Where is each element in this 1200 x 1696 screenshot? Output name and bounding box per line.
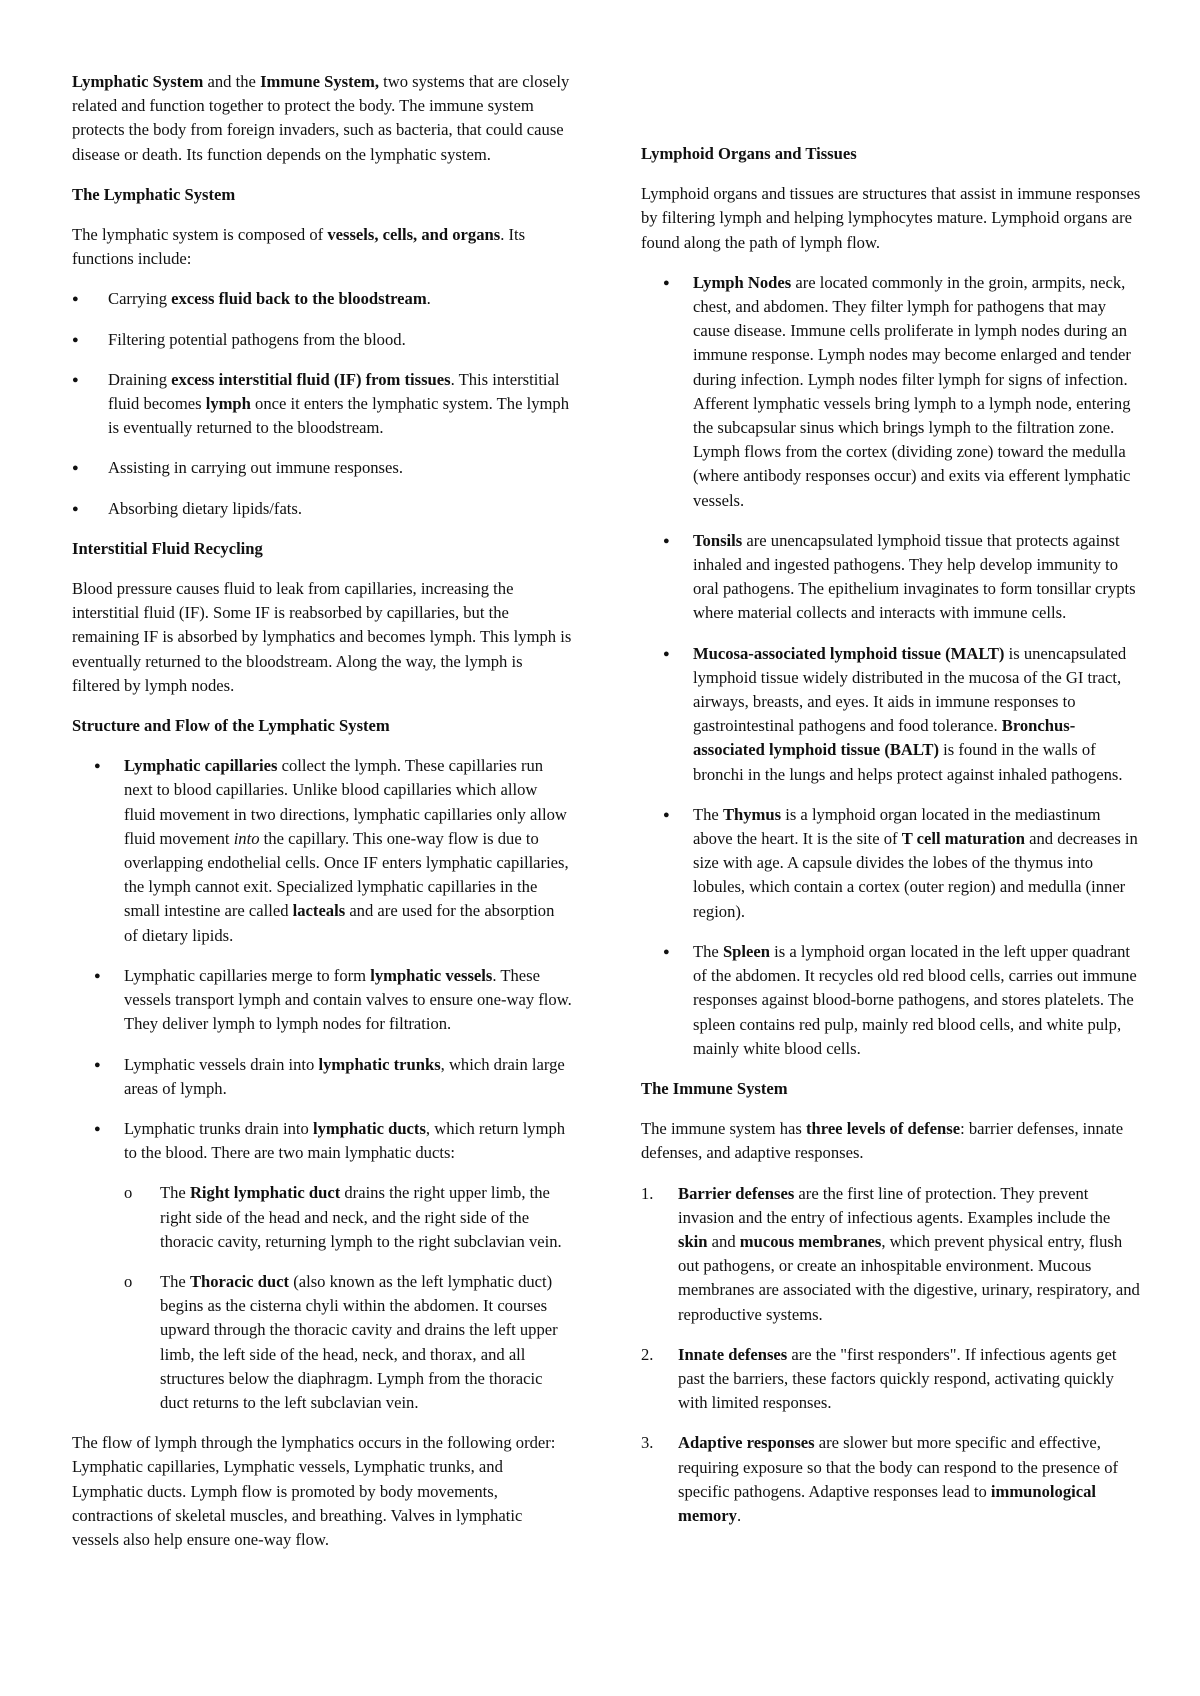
list-item: ● Lymphatic capillaries collect the lymph. These capillaries run next to blood capillaries. Unlike blood capillaries which allow fluid movement in two directions, lymphatic capillaries only allow fluid movement into the capillary. This one-way flow is due to overlapping endothelial cells. Once IF enters lymphatic capillaries, the lymph cannot exit. Specialized lymphatic capillaries in the small intestine are called lacteals and are used for the absorption of dietary lipids. xyxy=(72,754,572,948)
right-column xyxy=(641,142,1141,1544)
lymphatic-composition: The lymphatic system is composed of vessels, cells, and organs. Its functions include: xyxy=(72,225,526,269)
heading-lymphoid-organs: Lymphoid Organs and Tissues xyxy=(641,144,857,163)
list-item: ● Mucosa-associated lymphoid tissue (MALT) is unencapsulated lymphoid tissue widely distributed in the mucosa of the GI tract, airways, breasts, and eyes. It aids in immune responses to gastrointestinal pathogens and food tolerance. Bronchus-associated lymphoid tissue (BALT) is found in the walls of bronchi in the lungs and helps protect against inhaled pathogens. xyxy=(641,642,1141,787)
list-item: ● Lymphatic trunks drain into lymphatic ducts, which return lymph to the blood. There are two main lymphatic ducts: o The Right lymphatic duct drains the right upper limb, the right side of the head and neck, and the right side of the thoracic cavity, returning lymph to the right subclavian vein. o The Thoracic duct (also known as the left lymphatic duct) begins as the cisterna chyli within the abdomen. It courses upward through the thoracic cavity and drains the left upper limb, the left side of the head, neck, and thorax, and all structures below the diaphragm. Lymph from the thoracic duct returns to the left subclavian vein. xyxy=(72,1117,572,1415)
list-item: ● Carrying excess fluid back to the bloodstream. xyxy=(72,287,572,311)
lymphatic-functions-list xyxy=(72,287,572,520)
defense-levels-list xyxy=(641,1182,1141,1529)
if-recycling-paragraph: Blood pressure causes fluid to leak from capillaries, increasing the interstitial fluid (IF). Some IF is reabsorbed by capillaries, but the remaining IF is absorbed by lymphatics and becomes lymph. This lymph is eventually returned to the bloodstream. Along the way, the lymph is filtered by lymph nodes. xyxy=(72,579,572,695)
list-item: ● Tonsils are unencapsulated lymphoid tissue that protects against inhaled and ingested pathogens. They help develop immunity to oral pathogens. The epithelium invaginates to form tonsillar crypts where material collects and interacts with immune cells. xyxy=(641,529,1141,626)
list-item: ● Filtering potential pathogens from the blood. xyxy=(72,328,572,352)
list-item: ● Absorbing dietary lipids/fats. xyxy=(72,497,572,521)
heading-if-recycling: Interstitial Fluid Recycling xyxy=(72,538,263,558)
intro-paragraph: Lymphatic System and the Immune System, two systems that are closely related and function together to protect the body. The immune system protects the body from foreign invaders, such as bacteria, that could cause disease or death. Its function depends on the lymphatic system. xyxy=(72,72,570,164)
term-immune-system: Immune System, xyxy=(260,72,379,91)
list-item: ● Lymphatic capillaries merge to form lymphatic vessels. These vessels transport lymph and contain valves to ensure one-way flow. They deliver lymph to lymph nodes for filtration. xyxy=(72,964,572,1037)
lymphatic-ducts-sublist xyxy=(124,1181,572,1415)
list-item: 1. Barrier defenses are the first line of protection. They prevent invasion and the entry of infectious agents. Examples include the skin and mucous membranes, which prevent physical entry, flush out pathogens, or create an inhospitable environment. Mucous membranes are associated with the digestive, urinary, respiratory, and reproductive systems. xyxy=(641,1182,1141,1327)
heading-immune-system: The Immune System xyxy=(641,1078,788,1098)
heading-lymphatic-system: The Lymphatic System xyxy=(72,184,236,204)
list-item: o The Thoracic duct (also known as the left lymphatic duct) begins as the cisterna chyli within the abdomen. It courses upward through the thoracic cavity and drains the left upper limb, the left side of the head, neck, and thorax, and all structures below the diaphragm. Lymph from the thoracic duct returns to the left subclavian vein. xyxy=(124,1270,572,1415)
heading-structure-flow: Structure and Flow of the Lymphatic System xyxy=(72,716,390,736)
lymphoid-intro: Lymphoid organs and tissues are structures that assist in immune responses by filtering lymph and helping lymphocytes mature. Lymphoid organs are found along the path of lymph flow. xyxy=(641,184,1141,252)
lymph-flow-paragraph: The flow of lymph through the lymphatics occurs in the following order: Lymphatic capillaries, Lymphatic vessels, Lymphatic trunks, and Lymphatic ducts. Lymph flow is promoted by body movements, contractions of skeletal muscles, and breathing. Valves in lymphatic vessels also help ensure one-way flow. xyxy=(72,1433,556,1549)
lymphoid-organs-list xyxy=(641,271,1141,1061)
term-lymphatic-system: Lymphatic System xyxy=(72,72,204,91)
list-item: 3. Adaptive responses are slower but more specific and effective, requiring exposure so that the body can respond to the presence of specific pathogens. Adaptive responses lead to immunological memory. xyxy=(641,1431,1141,1528)
list-item: 2. Innate defenses are the "first responders". If infectious agents get past the barriers, these factors quickly respond, activating quickly with limited responses. xyxy=(641,1343,1141,1416)
list-item: ● Draining excess interstitial fluid (IF) from tissues. This interstitial fluid becomes lymph once it enters the lymphatic system. The lymph is eventually returned to the bloodstream. xyxy=(72,368,572,441)
list-item: ● The Spleen is a lymphoid organ located in the left upper quadrant of the abdomen. It recycles old red blood cells, carries out immune responses against blood-borne pathogens, and stores platelets. The spleen contains red pulp, mainly red blood cells, and white pulp, mainly white blood cells. xyxy=(641,940,1141,1061)
immune-intro: The immune system has three levels of defense: barrier defenses, innate defenses, and adaptive responses. xyxy=(641,1119,1124,1163)
list-item: ● The Thymus is a lymphoid organ located in the mediastinum above the heart. It is the site of T cell maturation and decreases in size with age. A capsule divides the lobes of the thymus into lobules, which contain a cortex (outer region) and medulla (inner region). xyxy=(641,803,1141,924)
list-item: ● Lymph Nodes are located commonly in the groin, armpits, neck, chest, and abdomen. They filter lymph for pathogens that may cause disease. Immune cells proliferate in lymph nodes during an immune response. Lymph nodes may become enlarged and tender during infection. Lymph nodes filter lymph for signs of infection. Afferent lymphatic vessels bring lymph to a lymph node, entering the subcapsular sinus which brings lymph to the filtration zone. Lymph flows from the cortex (dividing zone) toward the medulla (where antibody responses occur) and exits via efferent lymphatic vessels. xyxy=(641,271,1141,513)
structure-list xyxy=(72,754,572,1415)
list-item: o The Right lymphatic duct drains the right upper limb, the right side of the head and neck, and the right side of the thoracic cavity, returning lymph to the right subclavian vein. xyxy=(124,1181,572,1254)
list-item: ● Lymphatic vessels drain into lymphatic trunks, which drain large areas of lymph. xyxy=(72,1053,572,1101)
list-item: ● Assisting in carrying out immune responses. xyxy=(72,456,572,480)
left-column xyxy=(72,70,572,1568)
